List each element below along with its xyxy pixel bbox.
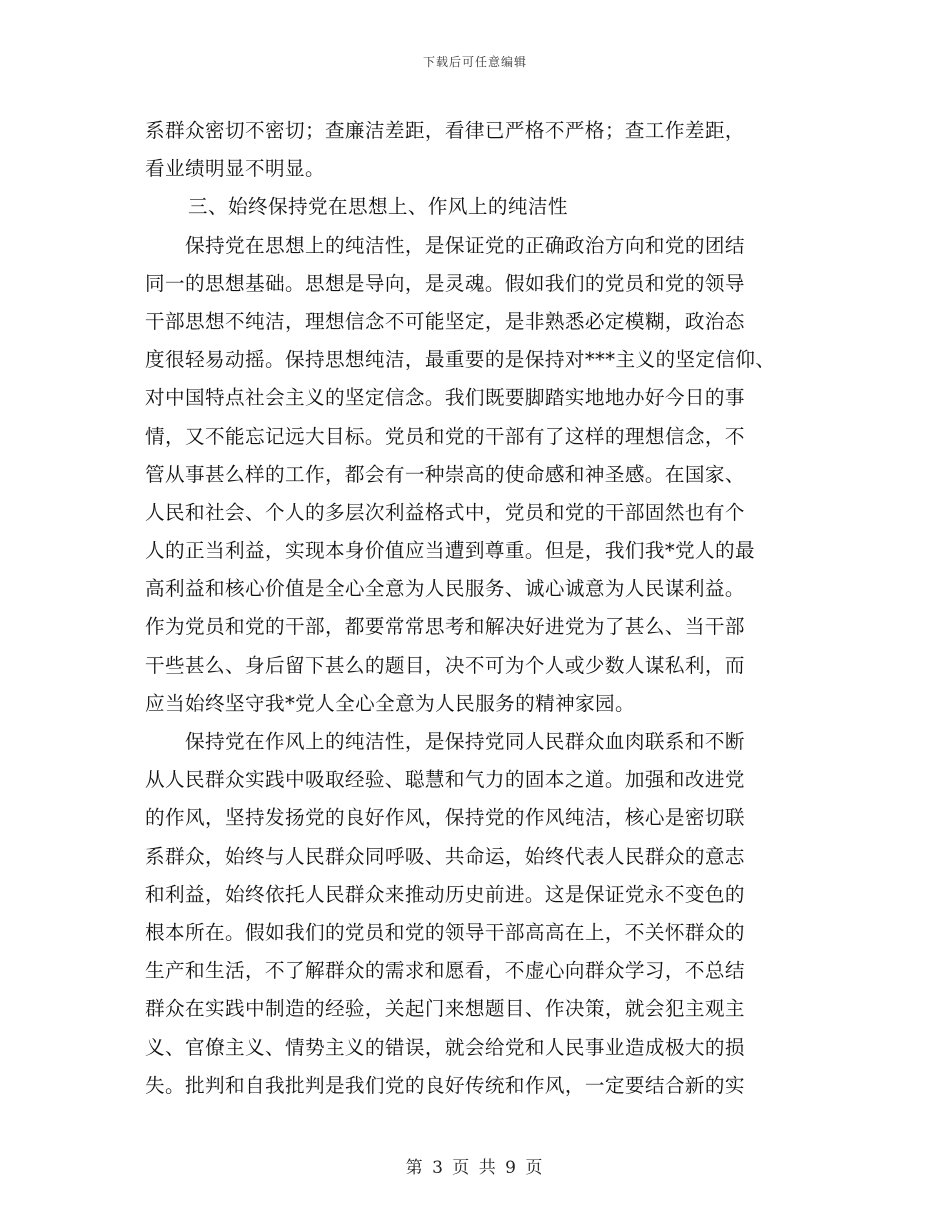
text-line: 失。批判和自我批判是我们党的良好传统和作风，一定要结合新的实	[145, 1073, 745, 1097]
text-line: 人民和社会、个人的多层次利益格式中，党员和党的干部固然也有个	[145, 500, 745, 524]
text-line: 义、官僚主义、情势主义的错误，就会给党和人民事业造成极大的损	[145, 1035, 745, 1059]
text-line: 看业绩明显不明显。	[145, 157, 325, 181]
text-line: 管从事甚么样的工作，都会有一种崇高的使命感和神圣感。在国家、	[145, 462, 745, 486]
page-number-footer: 第 3 页 共 9 页	[405, 1158, 545, 1178]
text-line: 高利益和核心价值是全心全意为人民服务、诚心诚意为人民谋利益。	[145, 577, 745, 601]
text-line: 情，又不能忘记远大目标。党员和党的干部有了这样的理想信念，不	[145, 424, 745, 448]
text-line: 同一的思想基础。思想是导向，是灵魂。假如我们的党员和党的领导	[145, 271, 745, 295]
text-line: 系群众密切不密切；查廉洁差距，看律已严格不严格；查工作差距，	[145, 119, 745, 142]
text-line: 人的正当利益，实现本身价值应当遭到尊重。但是，我们我*党人的最	[145, 539, 756, 563]
text-line: 群众在实践中制造的经验，关起门来想题目、作决策，就会犯主观主	[145, 997, 745, 1021]
section-heading: 三、始终保持党在思想上、作风上的纯洁性	[188, 195, 568, 219]
document-body	[145, 112, 805, 1105]
text-line: 对中国特点社会主义的坚定信念。我们既要脚踏实地地办好今日的事	[145, 386, 745, 410]
text-line: 作为党员和党的干部，都要常常思考和解决好进党为了甚么、当干部	[145, 615, 745, 639]
text-line: 系群众，始终与人民群众同呼吸、共命运，始终代表人民群众的意志	[145, 844, 745, 868]
text-line: 应当始终坚守我*党人全心全意为人民服务的精神家园。	[145, 691, 636, 715]
text-line: 根本所在。假如我们的党员和党的领导干部高高在上，不关怀群众的	[145, 920, 745, 944]
text-line: 度很轻易动摇。保持思想纯洁，最重要的是保持对***主义的坚定信仰、	[145, 348, 776, 372]
text-line: 生产和生活，不了解群众的需求和愿看，不虚心向群众学习，不总结	[145, 959, 745, 983]
text-line: 的作风，坚持发扬党的良好作风，保持党的作风纯洁，核心是密切联	[145, 806, 745, 830]
text-line: 保持党在作风上的纯洁性，是保持党同人民群众血肉联系和不断	[145, 730, 745, 753]
text-line: 干些甚么、身后留下甚么的题目，决不可为个人或少数人谋私利，而	[145, 653, 745, 677]
page-header-note: 下载后可任意编辑	[422, 55, 527, 69]
text-line: 从人民群众实践中吸取经验、聪慧和气力的固本之道。加强和改进党	[145, 768, 745, 792]
text-line: 干部思想不纯洁，理想信念不可能坚定，是非熟悉必定模糊，政治态	[145, 309, 745, 333]
text-line: 保持党在思想上的纯洁性，是保证党的正确政治方向和党的团结	[145, 233, 745, 257]
text-line: 和利益，始终依托人民群众来推动历史前进。这是保证党永不变色的	[145, 882, 745, 906]
